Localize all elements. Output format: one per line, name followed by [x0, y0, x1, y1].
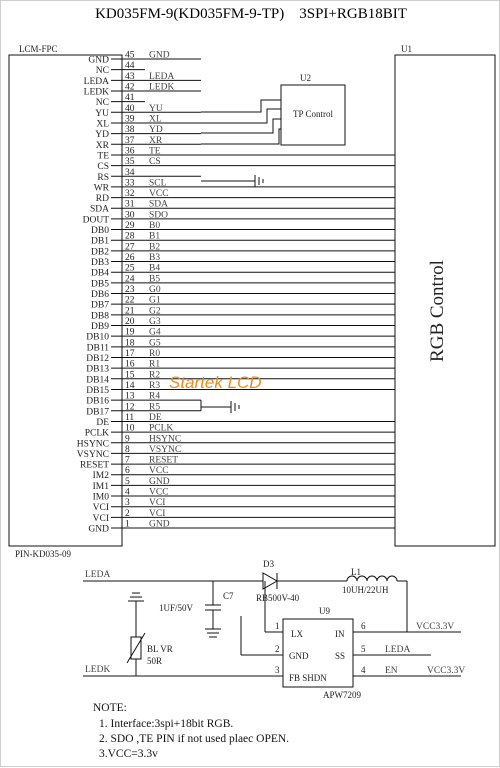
u9-num-3: 3 [275, 665, 280, 675]
pin-row [91, 232, 395, 247]
net-label: G4 [149, 327, 161, 338]
pin-number: 43 [125, 71, 135, 82]
pin-name: PCLK [84, 428, 109, 439]
note-item-1: 1. Interface:3spi+18bit RGB. [99, 718, 234, 730]
pin-row [85, 424, 395, 439]
pin-number: 16 [125, 359, 135, 370]
pin-name: RESET [79, 460, 109, 471]
d3-label: D3 [263, 559, 274, 569]
ss-leda-label: LEDA [385, 645, 411, 655]
pin-row [97, 157, 395, 172]
en-label: EN [385, 666, 398, 676]
net-label: SDO [149, 210, 169, 221]
vr-label: BL VR [147, 644, 173, 654]
net-label: GND [149, 50, 170, 61]
pin-number: 44 [125, 61, 135, 72]
pin-name: TE [97, 151, 109, 162]
pin-name: DB9 [91, 322, 109, 332]
pin-number: 12 [125, 402, 135, 413]
pin-row [91, 317, 395, 332]
pin-name: GND [88, 524, 109, 535]
u9-num-4: 4 [361, 665, 366, 675]
u9-label: U9 [319, 606, 330, 616]
pin-name: DB16 [86, 396, 109, 407]
net-label: R0 [149, 348, 161, 359]
db16-ground-icon [201, 401, 239, 413]
pin-row [93, 498, 395, 513]
l1-value-label: 10UH/22UH [342, 585, 389, 595]
pin-row [91, 285, 395, 300]
pin-number: 27 [125, 242, 135, 253]
pin-number: 36 [125, 146, 135, 157]
pin-number: 15 [125, 370, 135, 381]
note-item-2: 2. SDO ,TE PIN if not used plaec OPEN. [99, 733, 290, 745]
pin-number: 33 [125, 178, 135, 189]
pin-name: WR [93, 183, 109, 194]
pin-name: IM0 [92, 492, 109, 503]
d3-part-label: RB500V-40 [256, 593, 300, 603]
pin-name: DOUT [82, 215, 109, 226]
pin-name: CS [97, 162, 109, 173]
net-label: R2 [149, 370, 161, 381]
backlight-wiring [83, 573, 461, 687]
notes-block [93, 701, 289, 762]
pin-number: 11 [125, 412, 135, 423]
pin-number: 5 [125, 476, 130, 487]
pin-row [97, 146, 395, 161]
pin-number: 24 [125, 274, 135, 285]
pin-name: DB6 [91, 290, 109, 301]
pin-number: 25 [125, 263, 135, 274]
pin-number: 29 [125, 221, 135, 232]
pin-number: 17 [125, 348, 135, 359]
net-label: VCC [149, 189, 169, 200]
pin-row [88, 51, 201, 66]
pin-name: IM1 [92, 481, 109, 492]
net-label: VSYNC [149, 444, 182, 455]
l1-label: L1 [351, 567, 361, 577]
net-label: VCC [149, 466, 169, 477]
net-label: R3 [149, 380, 161, 391]
pin-number: 3 [125, 498, 130, 509]
pin-name: XR [95, 140, 109, 151]
pin-name: DB14 [86, 375, 109, 386]
pin-number: 37 [125, 135, 135, 146]
pin-row [93, 477, 395, 492]
u9-part-label: APW7209 [323, 690, 361, 700]
pin-name: LEDK [83, 87, 109, 98]
net-label: XR [149, 135, 163, 146]
u1-rgb-control-text: RGB Control [427, 260, 448, 362]
net-label: TE [149, 146, 161, 157]
pin-number: 45 [125, 50, 135, 61]
notes-heading: NOTE: [93, 702, 127, 714]
pin-name: DB8 [91, 311, 109, 322]
pin-name: YD [95, 130, 109, 141]
pin-name: DB3 [91, 258, 109, 269]
net-label: VCC [149, 487, 169, 498]
u2-tp-control-text: TP Control [293, 109, 333, 119]
cap-value-label: 1UF/50V [159, 603, 194, 613]
net-label: HSYNC [149, 434, 182, 445]
net-label: PCLK [149, 423, 174, 434]
net-label: CS [149, 157, 161, 168]
tp-routing [201, 100, 281, 144]
vcc-en-label: VCC3.3V [427, 666, 466, 676]
net-label: B4 [149, 263, 161, 274]
net-label: R4 [149, 391, 161, 402]
u9-num-6: 6 [361, 621, 366, 631]
pin-number: 7 [125, 455, 130, 466]
c7-label: C7 [223, 591, 234, 601]
net-label: G3 [149, 317, 161, 327]
pin-row [96, 189, 395, 204]
net-label: XL [149, 114, 162, 125]
pin-name: RS [97, 172, 109, 183]
net-label: R1 [149, 359, 161, 370]
net-label: DE [149, 412, 162, 423]
pin-number: 40 [125, 103, 135, 114]
schematic-title: KD035FM-9(KD035FM-9-TP) 3SPI+RGB18BIT [95, 6, 407, 22]
pin-number: 39 [125, 114, 135, 125]
pin-row [93, 488, 395, 503]
net-label: VCI [149, 508, 166, 519]
u9-num-2: 2 [275, 644, 280, 654]
net-label: YD [149, 125, 163, 136]
pin-name: VCI [92, 513, 109, 524]
net-label: B1 [149, 231, 161, 242]
pin-number: 41 [125, 93, 135, 104]
pin-name: DB2 [91, 247, 109, 258]
pin-name: DB1 [91, 236, 109, 247]
rs-ground-icon [201, 175, 263, 187]
pin-number: 38 [125, 125, 135, 136]
pin-number: 4 [125, 487, 130, 498]
pin-name: DB10 [86, 332, 109, 343]
pin-name: LEDA [83, 76, 109, 87]
net-label: B2 [149, 242, 161, 253]
pin-row [91, 264, 395, 279]
net-label: B5 [149, 274, 161, 285]
bl-ledk-label: LEDK [85, 665, 111, 675]
u9-pin-fb: FB SHDN [289, 673, 327, 683]
vr-value-label: 50R [147, 656, 163, 666]
u9-pin-ss: SS [335, 651, 346, 661]
pin-number: 26 [125, 253, 135, 264]
pin-number: 13 [125, 391, 135, 402]
net-label: GND [149, 519, 170, 530]
pin-name: DB7 [91, 300, 109, 311]
schematic-diagram [1, 1, 500, 768]
pin-number: 20 [125, 317, 135, 327]
net-label: G5 [149, 338, 161, 349]
pin-row [91, 242, 395, 257]
u9-num-1: 1 [275, 621, 280, 631]
u9-pin-lx: LX [291, 629, 303, 639]
pin-row [91, 274, 395, 289]
pin-number: 30 [125, 210, 135, 221]
pin-number: 34 [125, 167, 135, 178]
note-item-3: 3.VCC=3.3v [99, 748, 158, 760]
pin-number: 18 [125, 338, 135, 349]
pin-number: 42 [125, 82, 135, 93]
u1-label: U1 [401, 44, 412, 54]
pin-name: YU [95, 108, 109, 119]
net-label: VCI [149, 498, 166, 509]
u9-pin-gnd: GND [289, 651, 309, 661]
pin-name: DB13 [86, 364, 109, 375]
net-label: SCL [149, 178, 167, 189]
u9-num-5: 5 [361, 644, 366, 654]
pin-number: 9 [125, 434, 130, 445]
net-label: G0 [149, 285, 161, 296]
pin-name: DB0 [91, 226, 109, 237]
pin-number: 28 [125, 231, 135, 242]
net-label: SDA [149, 199, 169, 210]
bl-leda-label: LEDA [85, 570, 111, 580]
pin-number: 19 [125, 327, 135, 338]
pin-number: 31 [125, 199, 135, 210]
u2-label: U2 [300, 73, 311, 83]
pin-footer-label: PIN-KD035-09 [15, 549, 71, 559]
pin-number: 6 [125, 466, 130, 477]
net-label: RESET [149, 455, 179, 466]
pin-name: GND [88, 55, 109, 66]
pin-name: DB4 [91, 268, 109, 279]
pin-row [91, 296, 395, 311]
net-label: G1 [149, 295, 161, 306]
pin-name: HSYNC [76, 439, 109, 450]
pin-row [90, 200, 395, 215]
pin-number: 23 [125, 285, 135, 296]
vcc-in-label: VCC3.3V [416, 622, 455, 632]
pin-row [88, 520, 395, 535]
net-label: B3 [149, 253, 161, 264]
pin-number: 21 [125, 306, 135, 317]
pin-name: DB12 [86, 353, 109, 364]
pin-row [91, 221, 395, 236]
net-label: G2 [149, 306, 161, 317]
pin-row [93, 466, 395, 481]
net-label: LEDK [149, 82, 175, 93]
pin-number: 22 [125, 295, 135, 306]
net-label: LEDA [149, 71, 175, 82]
pin-name: XL [96, 119, 109, 130]
pin-name: NC [95, 98, 109, 109]
pin-name: DB5 [91, 279, 109, 290]
pin-number: 32 [125, 189, 135, 200]
pin-name: VCI [92, 503, 109, 514]
startek-watermark: Startek LCD [169, 373, 262, 392]
pin-number: 8 [125, 444, 130, 455]
pin-name: DE [96, 417, 109, 428]
u9-pin-in: IN [335, 629, 345, 639]
pin-number: 10 [125, 423, 135, 434]
net-label: GND [149, 476, 170, 487]
pin-name: IM2 [92, 471, 109, 482]
pin-number: 35 [125, 157, 135, 168]
pin-name: NC [95, 66, 109, 77]
pin-row [96, 413, 395, 428]
pin-name: SDA [89, 204, 109, 215]
net-label: R5 [149, 402, 161, 413]
pin-name: DB11 [86, 343, 109, 354]
pin-row [91, 306, 395, 321]
pin-name: RD [95, 194, 109, 205]
pin-row [91, 253, 395, 268]
pin-name: DB15 [86, 385, 109, 396]
pin-number: 1 [125, 519, 130, 530]
net-label: B0 [149, 221, 161, 232]
pin-name: VSYNC [76, 449, 109, 460]
pin-number: 14 [125, 380, 135, 391]
lcm-fpc-label: LCM-FPC [19, 44, 58, 54]
net-label: YU [149, 103, 163, 114]
pin-name: DB17 [86, 407, 109, 418]
pin-number: 2 [125, 508, 130, 519]
pin-row [93, 509, 395, 524]
